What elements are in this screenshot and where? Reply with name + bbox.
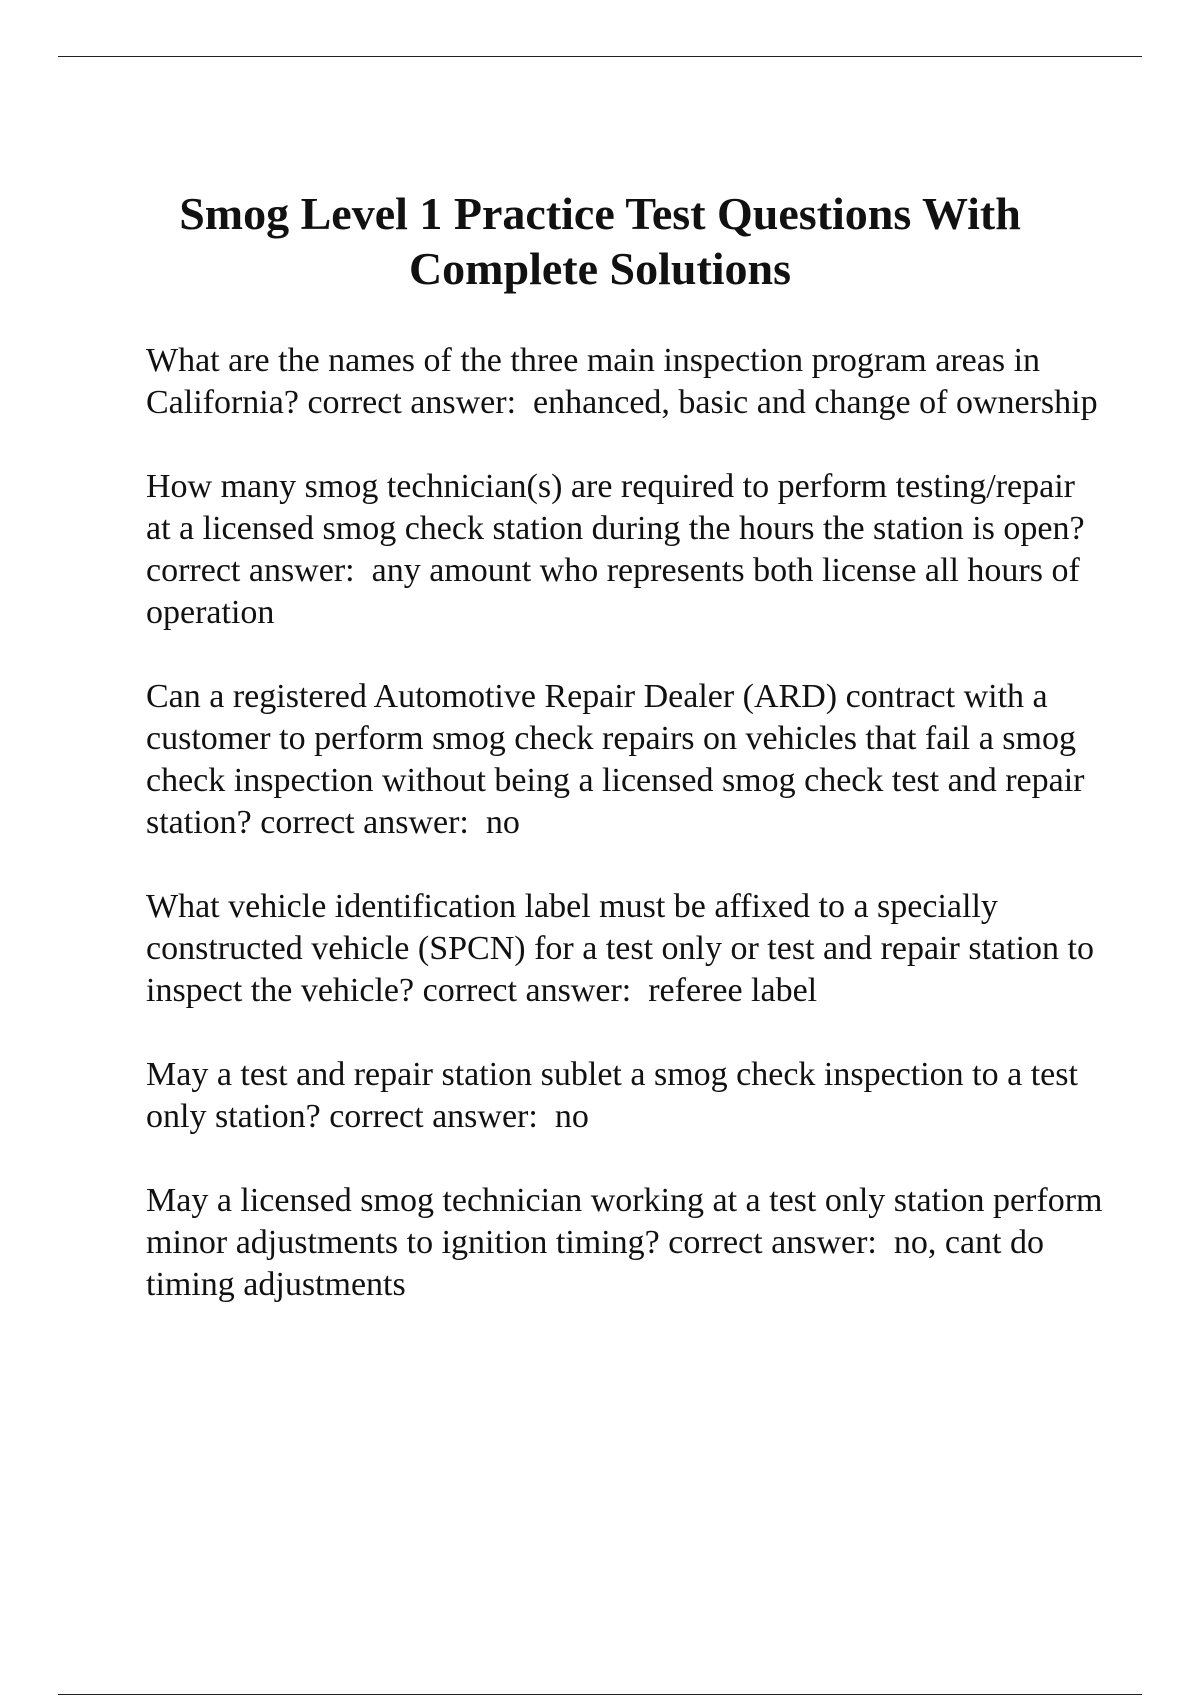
question-text: May a test and repair station sublet a smog check inspection to a test only station? <box>146 1056 1087 1135</box>
question-text: What vehicle identification label must be affixed to a specially constructed vehicle (SPCN) for a test only or test and repair station to inspect the vehicle? <box>146 888 1103 1009</box>
qa-item <box>146 676 1106 844</box>
question-text: How many smog technician(s) are required to perform testing/repair at a licensed smog check station during the hours the station is open? <box>146 468 1085 547</box>
header-divider <box>58 56 1142 57</box>
answer-text: referee label <box>648 972 818 1009</box>
question-text: May a licensed smog technician working at a test only station perform minor adjustments to ignition timing? <box>146 1182 1111 1261</box>
answer-text: no <box>554 1098 589 1135</box>
answer-text: enhanced, basic and change of ownership <box>533 384 1098 421</box>
footer-divider <box>58 1694 1142 1695</box>
answer-text: no <box>485 804 520 841</box>
answer-label: correct answer: <box>146 552 355 589</box>
answer-text: no, cant do timing adjustments <box>146 1224 1053 1303</box>
qa-item <box>146 340 1106 424</box>
question-text: What are the names of the three main inspection program areas in California? <box>146 342 1049 421</box>
question-text: Can a registered Automotive Repair Dealer (ARD) contract with a customer to perform smog check repairs on vehicles that fail a smog check inspection without being a licensed smog check test and repair station? <box>146 678 1093 841</box>
answer-text: any amount who represents both license all hours of operation <box>146 552 1089 631</box>
answer-label: correct answer: <box>668 1224 877 1261</box>
answer-label: correct answer: <box>307 384 517 421</box>
answer-label: correct answer: <box>329 1098 538 1135</box>
qa-item <box>146 1054 1106 1138</box>
document-title: Smog Level 1 Practice Test Questions With Complete Solutions <box>179 188 1021 294</box>
qa-item <box>146 1180 1111 1306</box>
qa-list <box>146 340 1111 1348</box>
answer-label: correct answer: <box>422 972 632 1009</box>
qa-item <box>146 466 1106 634</box>
answer-label: correct answer: <box>260 804 469 841</box>
qa-item <box>146 886 1106 1012</box>
